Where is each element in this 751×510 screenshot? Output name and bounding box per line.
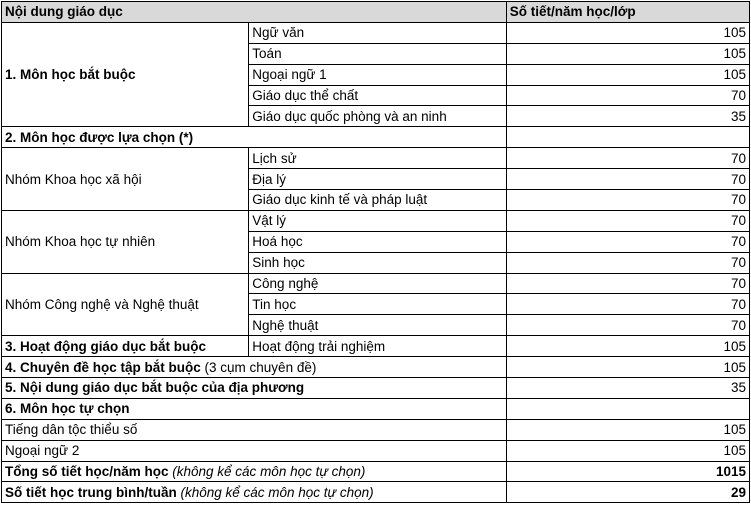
subject-name: Nghệ thuật [249,315,506,336]
subject-periods: 105 [506,336,749,357]
table-row [2,210,750,231]
subject-name: Địa lý [249,169,506,190]
header-content-cell: Nội dung giáo dục [2,2,507,23]
subject-name: Giáo dục kinh tế và pháp luật [249,190,506,211]
section-topics-title: 4. Chuyên đề học tập bắt buộc [5,359,201,375]
total-week-note: (không kể các môn học tự chọn) [176,484,374,500]
total-week-label: Số tiết học trung bình/tuần [5,484,177,500]
total-year-label: Tổng số tiết học/năm học [5,464,169,480]
subject-name: Công nghệ [249,273,506,294]
table-row [2,398,750,419]
table-row [2,419,750,440]
section-topics-cell [2,357,507,378]
group-name: Nhóm Khoa học tự nhiên [2,210,249,273]
empty-cell [506,127,749,148]
subject-name: Ngữ văn [249,22,506,43]
total-year-note: (không kể các môn học tự chọn) [168,464,366,480]
subject-periods: 70 [506,85,749,106]
table-row [2,127,750,148]
group-name: Nhóm Công nghệ và Nghệ thuật [2,273,249,336]
subject-periods: 70 [506,315,749,336]
subject-name: Toán [249,43,506,64]
total-row [2,482,750,503]
section-activities-title: 3. Hoạt động giáo dục bắt buộc [2,336,249,357]
subject-periods: 105 [506,64,749,85]
table-row [2,440,750,461]
subject-name: Tin học [249,294,506,315]
header-periods-cell: Số tiết/năm học/lớp [506,2,749,23]
subject-name: Giáo dục quốc phòng và an ninh [249,106,506,127]
total-row [2,461,750,482]
total-year-value: 1015 [506,461,749,482]
subject-periods: 70 [506,231,749,252]
subject-periods: 70 [506,210,749,231]
section-elective-title: 2. Môn học được lựa chọn (*) [2,127,507,148]
curriculum-table [1,1,750,503]
total-week-cell [2,482,507,503]
subject-name: Giáo dục thể chất [249,85,506,106]
total-week-value: 29 [506,482,749,503]
subject-periods: 70 [506,252,749,273]
subject-periods: 105 [506,22,749,43]
table-row [2,378,750,399]
section-topics-note: (3 cụm chuyên đề) [200,359,317,375]
subject-periods: 70 [506,273,749,294]
group-name: Nhóm Khoa học xã hội [2,148,249,211]
table-row [2,22,750,43]
table-row [2,357,750,378]
subject-periods: 70 [506,148,749,169]
subject-periods: 70 [506,294,749,315]
subject-name: Hoạt động trải nghiệm [249,336,506,357]
total-year-cell [2,461,507,482]
table-row [2,336,750,357]
section-optional-title: 6. Môn học tự chọn [2,398,507,419]
subject-name: Ngoại ngữ 1 [249,64,506,85]
subject-name: Lịch sử [249,148,506,169]
subject-periods: 105 [506,419,749,440]
subject-name: Hoá học [249,231,506,252]
header-row [2,2,750,23]
empty-cell [506,398,749,419]
section-mandatory-title: 1. Môn học bắt buộc [2,22,249,126]
table-row [2,273,750,294]
subject-periods: 35 [506,378,749,399]
subject-periods: 105 [506,440,749,461]
subject-periods: 105 [506,43,749,64]
subject-name: Tiếng dân tộc thiểu số [2,419,507,440]
table-row [2,148,750,169]
subject-name: Sinh học [249,252,506,273]
subject-periods: 70 [506,190,749,211]
subject-periods: 70 [506,169,749,190]
subject-name: Vật lý [249,210,506,231]
subject-periods: 35 [506,106,749,127]
subject-name: Ngoại ngữ 2 [2,440,507,461]
section-local-title: 5. Nội dung giáo dục bắt buộc của địa phương [2,378,507,399]
subject-periods: 105 [506,357,749,378]
